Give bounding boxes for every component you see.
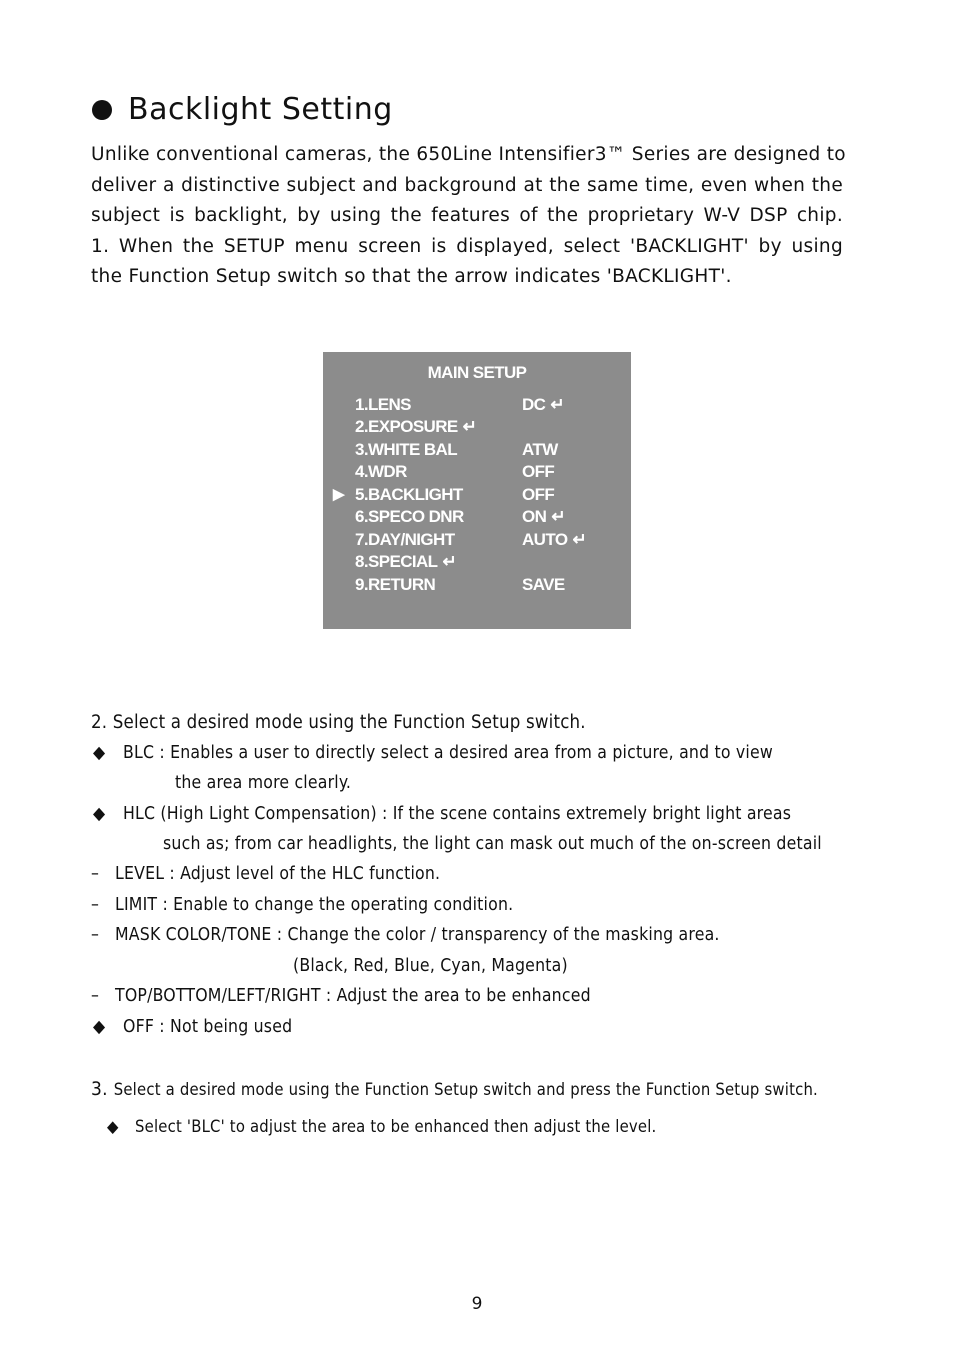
intro-line: subject is backlight, by using the features of the proprietary W-V DSP chip. (91, 205, 843, 226)
osd-row-value: AUTO (522, 530, 568, 549)
mask-colors: (Black, Red, Blue, Cyan, Magenta) (293, 956, 568, 976)
enter-arrow-icon: ↵ (572, 530, 587, 549)
bullet-dot-icon (92, 100, 112, 120)
step3-sub-text: Select 'BLC' to adjust the area to be enhanced then adjust the level. (135, 1117, 657, 1136)
diamond-bullet-icon: ◆ (107, 1117, 119, 1136)
off-text: OFF : Not being used (123, 1017, 293, 1037)
dash-bullet-icon: – (91, 864, 100, 884)
limit-item (91, 895, 513, 915)
hlc-text: HLC (High Light Compensation) : If the scene contains extremely bright light areas (123, 804, 792, 824)
osd-menu-title: MAIN SETUP (427, 363, 527, 382)
level-item (91, 864, 440, 884)
mask-text: MASK COLOR/TONE : Change the color / transparency of the masking area. (115, 925, 720, 945)
area-item (91, 986, 591, 1006)
off-item (93, 1017, 292, 1037)
mask-item (91, 925, 720, 945)
limit-text: LIMIT : Enable to change the operating condition. (115, 895, 514, 915)
blc-text: BLC : Enables a user to directly select a desired area from a picture, and to view (123, 743, 773, 763)
diamond-bullet-icon: ◆ (93, 804, 106, 824)
osd-row-backlight (323, 485, 631, 507)
osd-row-value: SAVE (522, 575, 565, 594)
osd-row-value: DC (522, 395, 546, 414)
menu-pointer-icon: ▶ (333, 486, 344, 503)
osd-row-label: 7.DAY/NIGHT (355, 530, 455, 549)
page-number: 9 (471, 1294, 483, 1314)
step3-text: Select a desired mode using the Function Setup switch and press the Function Setup switch. (113, 1080, 818, 1099)
osd-row-label: 9.RETURN (355, 575, 436, 594)
osd-row-wdr (323, 462, 631, 484)
dash-bullet-icon: – (91, 895, 100, 915)
osd-row-label: 6.SPECO DNR (355, 507, 464, 526)
page-title-text: Backlight Setting (128, 92, 393, 127)
intro-line: 1. When the SETUP menu screen is displayed, select 'BACKLIGHT' by using (91, 235, 843, 257)
osd-row-value: ATW (522, 440, 558, 459)
osd-row-lens (323, 395, 631, 417)
hlc-text-cont: such as; from car headlights, the light can mask out much of the on-screen detail (163, 834, 822, 854)
enter-arrow-icon: ↵ (442, 552, 457, 571)
enter-arrow-icon: ↵ (462, 417, 477, 436)
area-text: TOP/BOTTOM/LEFT/RIGHT : Adjust the area to be enhanced (115, 986, 591, 1006)
osd-row-special (323, 552, 631, 574)
osd-row-label: 1.LENS (355, 395, 411, 414)
osd-row-day-night (323, 530, 631, 552)
osd-row-white-bal (323, 440, 631, 462)
osd-row-label: 4.WDR (355, 462, 407, 481)
osd-row-exposure (323, 417, 631, 439)
diamond-bullet-icon: ◆ (93, 743, 106, 763)
level-text: LEVEL : Adjust level of the HLC function. (115, 864, 441, 884)
osd-row-speco-dnr (323, 507, 631, 529)
page-title (92, 92, 393, 127)
intro-paragraph (91, 140, 846, 293)
diamond-bullet-icon: ◆ (93, 1017, 106, 1037)
osd-row-return (323, 575, 631, 597)
osd-main-setup-menu (323, 352, 631, 629)
osd-row-value: OFF (522, 462, 555, 481)
dash-bullet-icon: – (91, 986, 100, 1006)
intro-line: the Function Setup switch so that the arrow indicates 'BACKLIGHT'. (91, 266, 732, 287)
step2-heading: 2. Select a desired mode using the Function Setup switch. (91, 712, 586, 733)
blc-item (93, 743, 773, 763)
step3-sub-item (107, 1117, 656, 1136)
osd-row-label: 5.BACKLIGHT (355, 485, 463, 504)
osd-row-label: 3.WHITE BAL (355, 440, 458, 459)
step3-number: 3. (91, 1078, 108, 1100)
step3-item (91, 1078, 818, 1100)
osd-row-value: OFF (522, 485, 555, 504)
osd-row-value: ON (522, 507, 547, 526)
intro-line: Unlike conventional cameras, the 650Line Intensifier3™ Series are designed to (91, 144, 846, 165)
hlc-item (93, 804, 791, 824)
enter-arrow-icon: ↵ (551, 507, 565, 526)
blc-text-cont: the area more clearly. (175, 773, 352, 793)
osd-row-label: 8.SPECIAL (355, 552, 438, 571)
dash-bullet-icon: – (91, 925, 100, 945)
osd-row-label: 2.EXPOSURE (355, 417, 458, 436)
intro-line: deliver a distinctive subject and background at the same time, even when the (91, 174, 843, 196)
enter-arrow-icon: ↵ (550, 395, 565, 414)
